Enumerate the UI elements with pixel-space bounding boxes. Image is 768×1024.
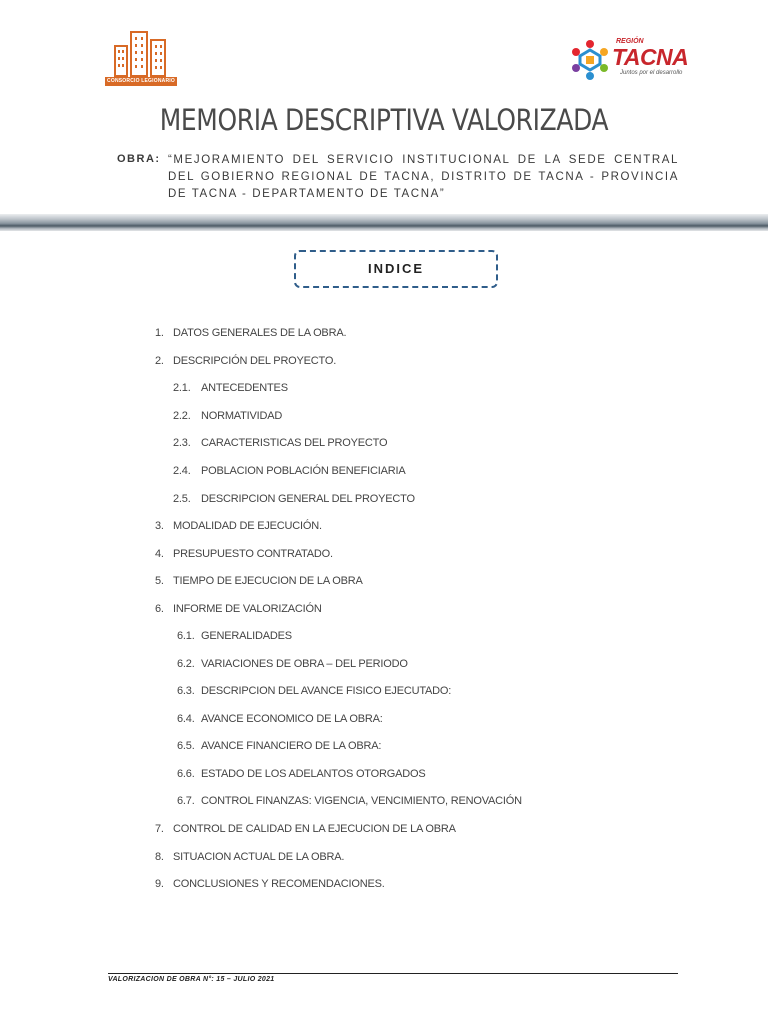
toc-item-label: DESCRIPCION DEL AVANCE FISICO EJECUTADO:	[201, 685, 452, 697]
toc-item-label: AVANCE FINANCIERO DE LA OBRA:	[201, 740, 382, 752]
toc-item-number: 2.2.	[173, 410, 191, 422]
header-divider-band	[0, 214, 768, 231]
toc-item-number: 2.4.	[173, 465, 191, 477]
toc-item-number: 6.1.	[177, 630, 195, 642]
toc-item-label: CONTROL FINANZAS: VIGENCIA, VENCIMIENTO, RENOVACIÓN	[201, 795, 522, 807]
toc-item-number: 6.4.	[177, 713, 195, 725]
toc-item[interactable]	[177, 795, 522, 807]
toc-item[interactable]	[177, 630, 292, 642]
toc-item[interactable]	[177, 740, 381, 752]
toc-item-number: 1.	[155, 327, 164, 339]
toc-item-label: DATOS GENERALES DE LA OBRA.	[173, 327, 347, 339]
toc-item-label: GENERALIDADES	[201, 630, 292, 642]
toc-item-label: VARIACIONES DE OBRA – DEL PERIODO	[201, 658, 408, 670]
consorcio-logo	[105, 28, 177, 86]
toc-item[interactable]	[155, 823, 456, 835]
toc-item-number: 5.	[155, 575, 164, 587]
toc-item-number: 6.2.	[177, 658, 195, 670]
toc-item-label: MODALIDAD DE EJECUCIÓN.	[173, 520, 322, 532]
toc-item-label: POBLACION POBLACIÓN BENEFICIARIA	[201, 465, 406, 477]
toc-item-label: ESTADO DE LOS ADELANTOS OTORGADOS	[201, 768, 426, 780]
toc-item-label: ANTECEDENTES	[201, 382, 288, 394]
toc-item[interactable]	[155, 548, 333, 560]
toc-item-number: 2.5.	[173, 493, 191, 505]
toc-item-number: 7.	[155, 823, 164, 835]
toc-item-label: PRESUPUESTO CONTRATADO.	[173, 548, 333, 560]
toc-item-label: AVANCE ECONOMICO DE LA OBRA:	[201, 713, 383, 725]
region-label: REGIÓN	[616, 38, 644, 45]
toc-item[interactable]	[177, 768, 425, 780]
document-title: MEMORIA DESCRIPTIVA VALORIZADA	[159, 103, 609, 137]
toc-item-label: TIEMPO DE EJECUCION DE LA OBRA	[173, 575, 363, 587]
toc-item-label: DESCRIPCION GENERAL DEL PROYECTO	[201, 493, 415, 505]
toc-item-number: 6.5.	[177, 740, 195, 752]
toc-item-number: 6.6.	[177, 768, 195, 780]
toc-item[interactable]	[173, 437, 387, 449]
obra-description: “MEJORAMIENTO DEL SERVICIO INSTITUCIONAL DE LA SEDE CENTRAL DEL GOBIERNO REGIONAL DE TACNA, DISTRITO DE TACNA - PROVINCIA DE TACNA - DEPARTAMENTO DE TACNA”	[168, 154, 679, 200]
toc-item[interactable]	[173, 465, 406, 477]
toc-item-number: 6.	[155, 603, 164, 615]
toc-item[interactable]	[173, 410, 282, 422]
obra-label: OBRA:	[117, 153, 161, 165]
toc-item[interactable]	[173, 382, 288, 394]
toc-item-number: 6.7.	[177, 795, 195, 807]
consorcio-logo-caption: CONSORCIO LEGIONARIO	[105, 77, 177, 86]
toc-item[interactable]	[155, 851, 344, 863]
toc-item[interactable]	[155, 327, 346, 339]
toc-item-number: 2.1.	[173, 382, 191, 394]
toc-item-label: SITUACION ACTUAL DE LA OBRA.	[173, 851, 345, 863]
toc-item-label: CONTROL DE CALIDAD EN LA EJECUCION DE LA OBRA	[173, 823, 456, 835]
indice-heading: INDICE	[294, 250, 498, 288]
toc-item-label: CARACTERISTICAS DEL PROYECTO	[201, 437, 388, 449]
toc-item[interactable]	[155, 355, 336, 367]
toc-item[interactable]	[177, 658, 408, 670]
toc-item-number: 6.3.	[177, 685, 195, 697]
building-icon	[105, 28, 177, 78]
toc-item-label: CONCLUSIONES Y RECOMENDACIONES.	[173, 878, 385, 890]
region-tacna-logo	[566, 38, 696, 84]
tacna-label: TACNA	[612, 44, 689, 70]
footer-text: VALORIZACION DE OBRA N°: 15 – JULIO 2021	[108, 976, 275, 983]
toc-item-label: NORMATIVIDAD	[201, 410, 283, 422]
toc-item[interactable]	[155, 575, 363, 587]
tagline-label: Juntos por el desarrollo	[620, 70, 683, 76]
toc-item-number: 2.	[155, 355, 164, 367]
toc-item-number: 3.	[155, 520, 164, 532]
toc-item[interactable]	[155, 603, 322, 615]
toc-item-label: DESCRIPCIÓN DEL PROYECTO.	[173, 355, 337, 367]
toc-item-number: 8.	[155, 851, 164, 863]
footer-divider	[108, 973, 678, 974]
toc-item[interactable]	[177, 713, 383, 725]
toc-item-number: 4.	[155, 548, 164, 560]
toc-item[interactable]	[155, 878, 385, 890]
toc-item-number: 2.3.	[173, 437, 191, 449]
toc-item-number: 9.	[155, 878, 164, 890]
toc-item[interactable]	[177, 685, 451, 697]
region-emblem-icon	[566, 38, 614, 82]
toc-item[interactable]	[155, 520, 322, 532]
toc-item-label: INFORME DE VALORIZACIÓN	[173, 603, 322, 615]
toc-item[interactable]	[173, 493, 415, 505]
